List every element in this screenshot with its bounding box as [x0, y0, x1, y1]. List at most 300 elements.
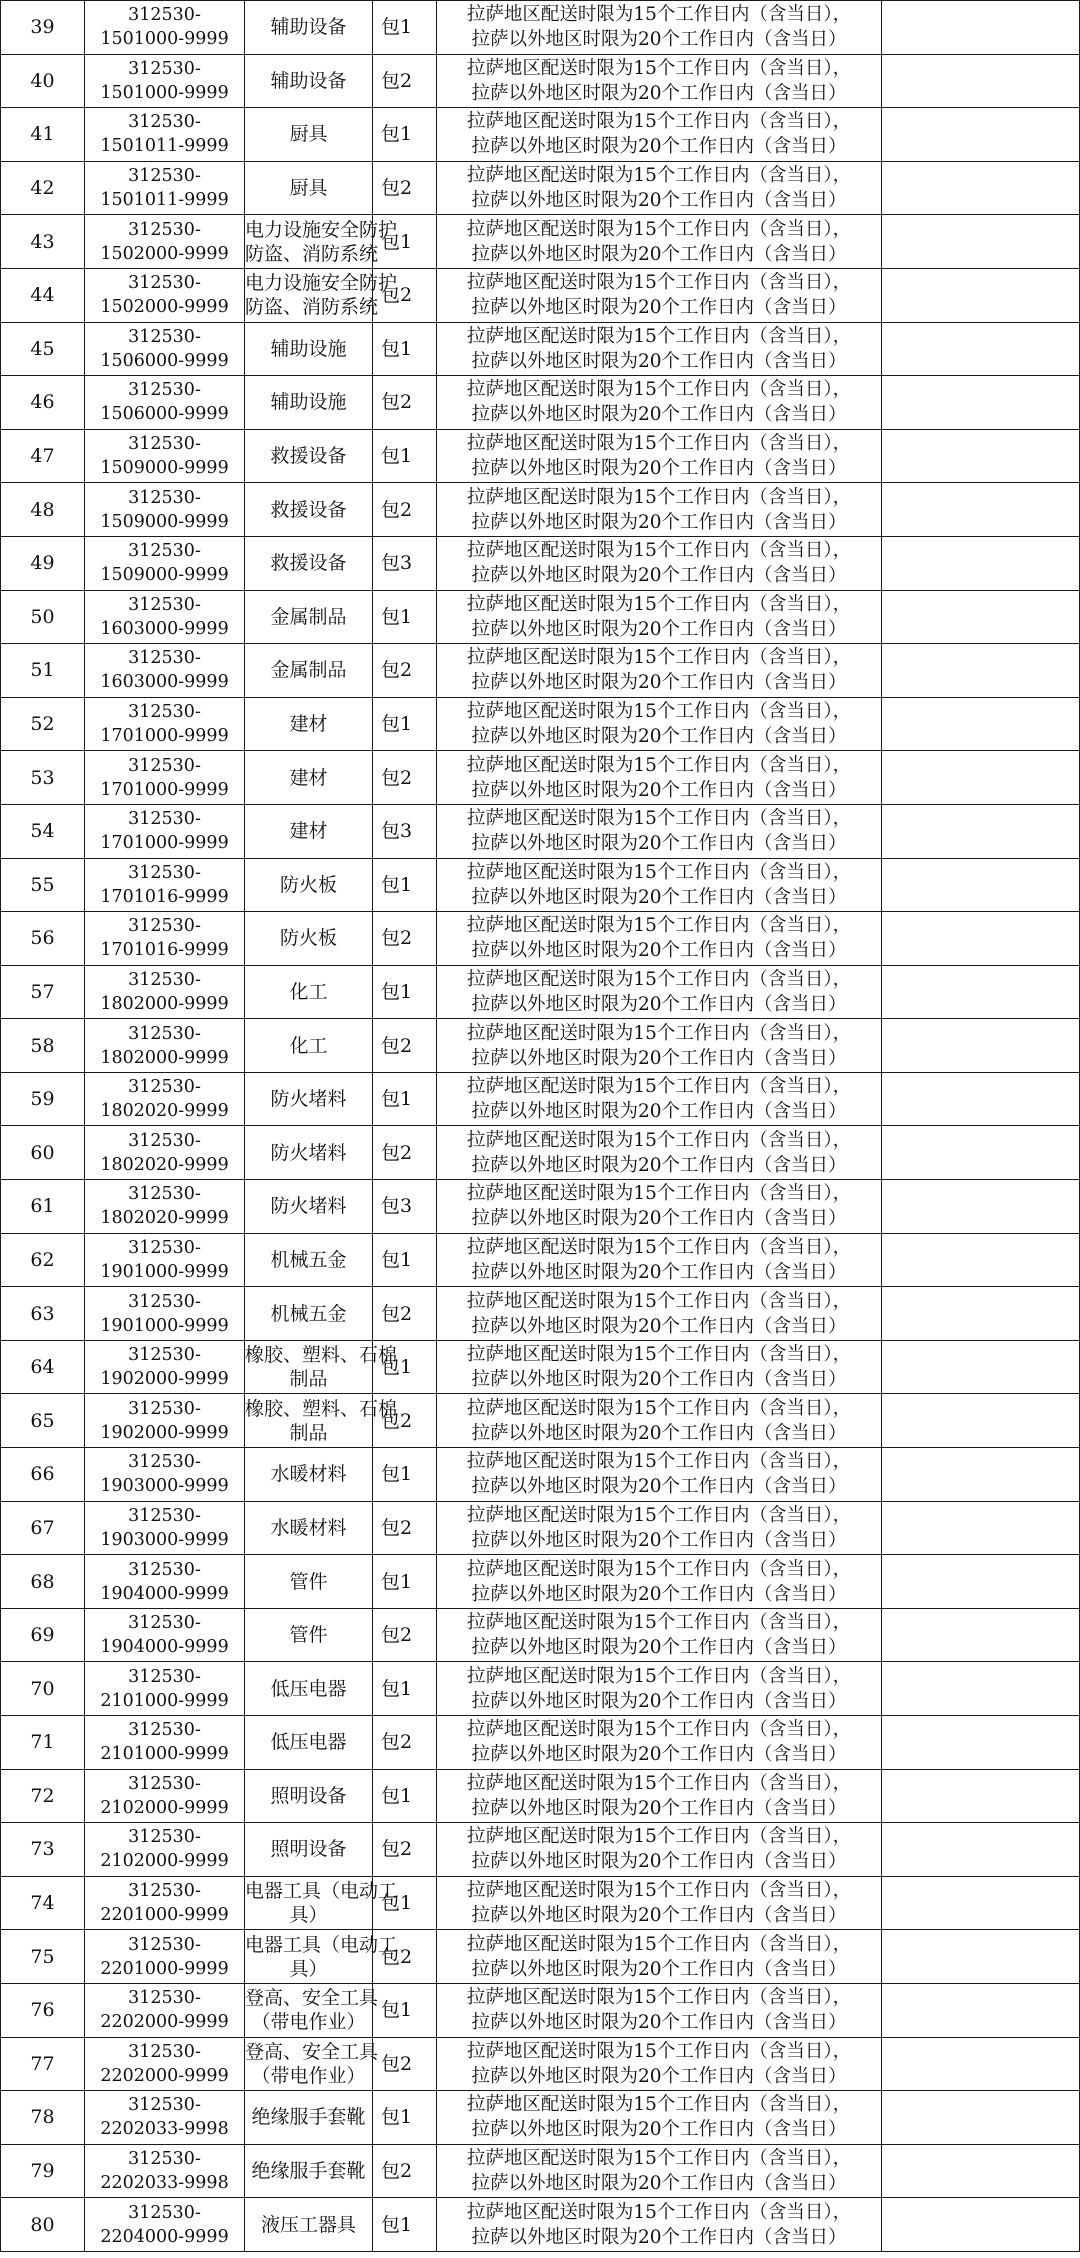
delivery-time-line: 拉萨地区配送时限为15个工作日内（含当日），	[466, 1880, 852, 1902]
material-code-line: 312530-	[128, 2202, 201, 2223]
row-number-cell	[1, 751, 85, 805]
package-label: 包2	[381, 1838, 413, 1861]
table-row	[1, 644, 1080, 698]
category-name-line: 水暖材料	[270, 1463, 347, 1486]
category-name-line: 辅助设备	[270, 16, 347, 39]
delivery-time-line: 拉萨以外地区时限为20个工作日内（含当日）	[471, 511, 847, 533]
package-cell	[373, 1287, 437, 1341]
delivery-time-cell	[437, 1072, 882, 1126]
row-number-cell	[1, 1019, 85, 1073]
row-number-cell	[1, 590, 85, 644]
table-row	[1, 1019, 1080, 1073]
row-number: 42	[30, 177, 55, 200]
delivery-time-line: 拉萨地区配送时限为15个工作日内（含当日），	[466, 1290, 852, 1312]
category-name-line: 登高、安全工具	[245, 1987, 379, 2010]
row-number: 55	[30, 873, 55, 896]
material-code-cell	[85, 644, 245, 698]
delivery-time-line: 拉萨以外地区时限为20个工作日内（含当日）	[471, 833, 847, 855]
row-number-cell	[1, 54, 85, 108]
delivery-time-line: 拉萨以外地区时限为20个工作日内（含当日）	[471, 2226, 847, 2248]
category-name-line: 救援设备	[270, 498, 347, 521]
remark-cell	[882, 751, 1080, 805]
delivery-time-line: 拉萨以外地区时限为20个工作日内（含当日）	[471, 1529, 847, 1551]
category-name-cell	[245, 1072, 373, 1126]
delivery-time-line: 拉萨地区配送时限为15个工作日内（含当日），	[466, 1236, 852, 1258]
package-cell	[373, 1, 437, 55]
material-code-line: 312530-	[128, 487, 201, 508]
package-label: 包1	[381, 1892, 413, 1915]
category-name-line: 电器工具（电动工	[245, 1880, 398, 1903]
package-cell	[373, 1448, 437, 1502]
material-code-line: 2202000-9999	[100, 2065, 229, 2086]
remark-cell	[882, 1662, 1080, 1716]
material-code-line: 2204000-9999	[100, 2226, 229, 2247]
material-code-line: 312530-	[128, 1237, 201, 1258]
remark-cell	[882, 1448, 1080, 1502]
category-name-line: 管件	[289, 1570, 328, 1593]
table-row	[1, 590, 1080, 644]
delivery-time-line: 拉萨以外地区时限为20个工作日内（含当日）	[471, 1637, 847, 1659]
material-code-line: 1603000-9999	[100, 618, 229, 639]
delivery-time-line: 拉萨以外地区时限为20个工作日内（含当日）	[471, 1208, 847, 1230]
delivery-time-line: 拉萨地区配送时限为15个工作日内（含当日），	[466, 1183, 852, 1205]
delivery-time-cell	[437, 483, 882, 537]
remark-cell	[882, 1287, 1080, 1341]
remark-cell	[882, 268, 1080, 322]
delivery-time-line: 拉萨地区配送时限为15个工作日内（含当日），	[466, 2201, 852, 2223]
remark-cell	[882, 2037, 1080, 2091]
delivery-time-cell	[437, 1126, 882, 1180]
delivery-time-cell	[437, 1662, 882, 1716]
material-code-line: 312530-	[128, 541, 201, 562]
row-number-cell	[1, 1233, 85, 1287]
row-number-cell	[1, 536, 85, 590]
delivery-time-line: 拉萨以外地区时限为20个工作日内（含当日）	[471, 29, 847, 51]
delivery-time-cell	[437, 376, 882, 430]
remark-cell	[882, 1983, 1080, 2037]
category-name-cell	[245, 54, 373, 108]
package-label: 包2	[381, 284, 413, 307]
category-name-cell	[245, 1555, 373, 1609]
material-code-line: 2101000-9999	[100, 1690, 229, 1711]
material-code-line: 312530-	[128, 1613, 201, 1634]
row-number-cell	[1, 1983, 85, 2037]
category-name-cell	[245, 751, 373, 805]
delivery-time-line: 拉萨地区配送时限为15个工作日内（含当日），	[466, 1612, 852, 1634]
delivery-time-line: 拉萨以外地区时限为20个工作日内（含当日）	[471, 1690, 847, 1712]
package-label: 包2	[381, 659, 413, 682]
material-code-line: 312530-	[128, 1184, 201, 1205]
delivery-time-line: 拉萨以外地区时限为20个工作日内（含当日）	[471, 297, 847, 319]
material-code-line: 1902000-9999	[100, 1369, 229, 1390]
material-code-cell	[85, 1662, 245, 1716]
row-number-cell	[1, 965, 85, 1019]
material-code-line: 312530-	[128, 1881, 201, 1902]
package-label: 包2	[381, 2052, 413, 2075]
material-code-line: 312530-	[128, 1934, 201, 1955]
row-number-cell	[1, 1608, 85, 1662]
delivery-time-line: 拉萨地区配送时限为15个工作日内（含当日），	[466, 1826, 852, 1848]
material-code-cell	[85, 590, 245, 644]
remark-cell	[882, 2091, 1080, 2145]
material-code-line: 1701000-9999	[100, 779, 229, 800]
delivery-time-line: 拉萨以外地区时限为20个工作日内（含当日）	[471, 993, 847, 1015]
delivery-time-line: 拉萨以外地区时限为20个工作日内（含当日）	[471, 2065, 847, 2087]
package-label: 包1	[381, 1784, 413, 1807]
material-code-cell	[85, 1876, 245, 1930]
row-number: 60	[30, 1141, 55, 1164]
material-code-line: 312530-	[128, 2095, 201, 2116]
category-name-line: 水暖材料	[270, 1516, 347, 1539]
material-code-line: 1509000-9999	[100, 565, 229, 586]
material-code-line: 1904000-9999	[100, 1637, 229, 1658]
material-code-cell	[85, 2144, 245, 2198]
delivery-time-line: 拉萨地区配送时限为15个工作日内（含当日），	[466, 2148, 852, 2170]
delivery-time-line: 拉萨以外地区时限为20个工作日内（含当日）	[471, 350, 847, 372]
row-number-cell	[1, 268, 85, 322]
material-code-cell	[85, 536, 245, 590]
row-number: 48	[30, 498, 55, 521]
material-code-cell	[85, 1072, 245, 1126]
material-code-line: 1902000-9999	[100, 1422, 229, 1443]
table-row	[1, 1608, 1080, 1662]
material-code-line: 1506000-9999	[100, 404, 229, 425]
material-code-line: 1701000-9999	[100, 833, 229, 854]
category-name-line: 机械五金	[270, 1248, 347, 1271]
category-name-line: 化工	[289, 980, 328, 1003]
remark-cell	[882, 1876, 1080, 1930]
remark-cell	[882, 536, 1080, 590]
delivery-time-line: 拉萨以外地区时限为20个工作日内（含当日）	[471, 565, 847, 587]
delivery-time-line: 拉萨地区配送时限为15个工作日内（含当日），	[466, 754, 852, 776]
material-code-line: 312530-	[128, 969, 201, 990]
package-cell	[373, 1072, 437, 1126]
category-name-cell	[245, 697, 373, 751]
delivery-time-line: 拉萨地区配送时限为15个工作日内（含当日），	[466, 1665, 852, 1687]
package-cell	[373, 322, 437, 376]
table-row	[1, 1340, 1080, 1394]
row-number-cell	[1, 1072, 85, 1126]
delivery-time-cell	[437, 54, 882, 108]
material-code-line: 1502000-9999	[100, 243, 229, 264]
delivery-time-line: 拉萨以外地区时限为20个工作日内（含当日）	[471, 940, 847, 962]
delivery-time-line: 拉萨以外地区时限为20个工作日内（含当日）	[471, 1797, 847, 1819]
package-cell	[373, 1126, 437, 1180]
row-number-cell	[1, 2198, 85, 2252]
package-cell	[373, 1823, 437, 1877]
delivery-time-cell	[437, 1448, 882, 1502]
material-code-line: 2101000-9999	[100, 1744, 229, 1765]
remark-cell	[882, 1769, 1080, 1823]
remark-cell	[882, 1823, 1080, 1877]
delivery-time-line: 拉萨地区配送时限为15个工作日内（含当日），	[466, 1987, 852, 2009]
material-code-line: 312530-	[128, 1291, 201, 1312]
material-code-line: 312530-	[128, 1023, 201, 1044]
delivery-time-cell	[437, 1340, 882, 1394]
delivery-time-cell	[437, 644, 882, 698]
material-code-line: 312530-	[128, 166, 201, 187]
row-number: 63	[30, 1302, 55, 1325]
material-code-line: 312530-	[128, 1130, 201, 1151]
delivery-time-cell	[437, 268, 882, 322]
package-label: 包1	[381, 337, 413, 360]
category-name-cell	[245, 1126, 373, 1180]
package-label: 包1	[381, 1248, 413, 1271]
category-name-cell	[245, 161, 373, 215]
row-number: 47	[30, 445, 55, 468]
package-label: 包1	[381, 1088, 413, 1111]
delivery-time-line: 拉萨地区配送时限为15个工作日内（含当日），	[466, 1719, 852, 1741]
category-name-cell	[245, 590, 373, 644]
category-name-cell	[245, 2198, 373, 2252]
category-name-line: 电力设施安全防护	[245, 272, 398, 295]
package-label: 包1	[381, 2213, 413, 2236]
table-row	[1, 2037, 1080, 2091]
material-code-line: 1802020-9999	[100, 1101, 229, 1122]
delivery-time-line: 拉萨以外地区时限为20个工作日内（含当日）	[471, 1583, 847, 1605]
table-row	[1, 1072, 1080, 1126]
delivery-time-line: 拉萨地区配送时限为15个工作日内（含当日），	[466, 1933, 852, 1955]
material-code-line: 2201000-9999	[100, 1905, 229, 1926]
category-name-cell	[245, 858, 373, 912]
material-code-line: 312530-	[128, 2149, 201, 2170]
category-name-line: 防火堵料	[270, 1088, 347, 1111]
package-label: 包1	[381, 16, 413, 39]
material-code-cell	[85, 108, 245, 162]
delivery-time-line: 拉萨地区配送时限为15个工作日内（含当日），	[466, 808, 852, 830]
delivery-time-line: 拉萨以外地区时限为20个工作日内（含当日）	[471, 1261, 847, 1283]
delivery-time-cell	[437, 1287, 882, 1341]
delivery-time-cell	[437, 912, 882, 966]
category-name-line: （带电作业）	[251, 2064, 366, 2087]
row-number: 54	[30, 820, 55, 843]
package-label: 包1	[381, 1356, 413, 1379]
package-cell	[373, 590, 437, 644]
row-number: 75	[30, 1945, 55, 1968]
material-code-line: 312530-	[128, 702, 201, 723]
material-code-cell	[85, 1233, 245, 1287]
delivery-time-line: 拉萨以外地区时限为20个工作日内（含当日）	[471, 1744, 847, 1766]
material-code-cell	[85, 2198, 245, 2252]
material-code-line: 2202033-9998	[100, 2119, 229, 2140]
material-code-line: 2202033-9998	[100, 2173, 229, 2194]
category-name-line: 防火板	[280, 873, 338, 896]
remark-cell	[882, 161, 1080, 215]
material-code-line: 312530-	[128, 1398, 201, 1419]
remark-cell	[882, 2198, 1080, 2252]
category-name-cell	[245, 1448, 373, 1502]
material-code-line: 1701016-9999	[100, 886, 229, 907]
table-row	[1, 2091, 1080, 2145]
remark-cell	[882, 376, 1080, 430]
category-name-line: 救援设备	[270, 552, 347, 575]
material-code-line: 312530-	[128, 809, 201, 830]
remark-cell	[882, 1, 1080, 55]
row-number-cell	[1, 697, 85, 751]
package-label: 包3	[381, 1195, 413, 1218]
category-name-line: 辅助设施	[270, 337, 347, 360]
row-number: 74	[30, 1892, 55, 1915]
category-name-cell	[245, 2091, 373, 2145]
delivery-time-line: 拉萨地区配送时限为15个工作日内（含当日），	[466, 486, 852, 508]
material-code-line: 312530-	[128, 648, 201, 669]
delivery-time-cell	[437, 1769, 882, 1823]
row-number-cell	[1, 1930, 85, 1984]
row-number-cell	[1, 644, 85, 698]
row-number: 73	[30, 1838, 55, 1861]
delivery-time-line: 拉萨以外地区时限为20个工作日内（含当日）	[471, 404, 847, 426]
package-cell	[373, 2091, 437, 2145]
category-name-cell	[245, 1, 373, 55]
package-cell	[373, 1555, 437, 1609]
row-number: 61	[30, 1195, 55, 1218]
material-code-cell	[85, 1769, 245, 1823]
material-code-line: 312530-	[128, 755, 201, 776]
row-number: 65	[30, 1409, 55, 1432]
row-number-cell	[1, 1340, 85, 1394]
package-label: 包2	[381, 391, 413, 414]
remark-cell	[882, 483, 1080, 537]
delivery-time-line: 拉萨以外地区时限为20个工作日内（含当日）	[471, 2173, 847, 2195]
category-name-cell	[245, 483, 373, 537]
material-code-line: 1502000-9999	[100, 297, 229, 318]
delivery-time-cell	[437, 1394, 882, 1448]
material-code-line: 312530-	[128, 5, 201, 26]
material-code-cell	[85, 1180, 245, 1234]
package-label: 包2	[381, 766, 413, 789]
category-name-line: 管件	[289, 1624, 328, 1647]
remark-cell	[882, 644, 1080, 698]
package-cell	[373, 536, 437, 590]
row-number: 68	[30, 1570, 55, 1593]
package-cell	[373, 376, 437, 430]
row-number-cell	[1, 1876, 85, 1930]
category-name-line: 厨具	[289, 177, 328, 200]
row-number: 45	[30, 337, 55, 360]
delivery-time-line: 拉萨地区配送时限为15个工作日内（含当日），	[466, 57, 852, 79]
package-cell	[373, 804, 437, 858]
material-code-cell	[85, 1930, 245, 1984]
package-label: 包2	[381, 1409, 413, 1432]
category-name-line: 低压电器	[270, 1677, 347, 1700]
category-name-line: 救援设备	[270, 445, 347, 468]
material-code-line: 1802020-9999	[100, 1208, 229, 1229]
delivery-time-line: 拉萨以外地区时限为20个工作日内（含当日）	[471, 1101, 847, 1123]
delivery-time-line: 拉萨地区配送时限为15个工作日内（含当日），	[466, 433, 852, 455]
row-number-cell	[1, 161, 85, 215]
table-row	[1, 215, 1080, 269]
category-name-line: 电力设施安全防护	[245, 218, 398, 241]
package-cell	[373, 2037, 437, 2091]
material-code-line: 312530-	[128, 594, 201, 615]
table-row	[1, 1394, 1080, 1448]
package-cell	[373, 2198, 437, 2252]
category-name-line: 液压工器具	[261, 2213, 357, 2236]
material-code-line: 1901000-9999	[100, 1261, 229, 1282]
package-cell	[373, 1501, 437, 1555]
table-row	[1, 1983, 1080, 2037]
row-number: 69	[30, 1624, 55, 1647]
category-name-cell	[245, 1019, 373, 1073]
row-number-cell	[1, 912, 85, 966]
row-number: 77	[30, 2052, 55, 2075]
row-number: 78	[30, 2106, 55, 2129]
package-cell	[373, 965, 437, 1019]
row-number-cell	[1, 108, 85, 162]
delivery-time-cell	[437, 536, 882, 590]
row-number-cell	[1, 1, 85, 55]
table-row	[1, 1180, 1080, 1234]
delivery-time-cell	[437, 1983, 882, 2037]
package-label: 包2	[381, 1302, 413, 1325]
table-row	[1, 54, 1080, 108]
delivery-time-cell	[437, 1716, 882, 1770]
remark-cell	[882, 1930, 1080, 1984]
row-number-cell	[1, 2037, 85, 2091]
delivery-time-line: 拉萨以外地区时限为20个工作日内（含当日）	[471, 618, 847, 640]
material-code-line: 312530-	[128, 58, 201, 79]
table-row	[1, 268, 1080, 322]
category-name-line: 建材	[289, 713, 328, 736]
delivery-time-line: 拉萨地区配送时限为15个工作日内（含当日），	[466, 165, 852, 187]
table-row	[1, 429, 1080, 483]
category-name-cell	[245, 644, 373, 698]
remark-cell	[882, 804, 1080, 858]
row-number-cell	[1, 1394, 85, 1448]
delivery-time-cell	[437, 1823, 882, 1877]
material-code-cell	[85, 1126, 245, 1180]
delivery-time-line: 拉萨地区配送时限为15个工作日内（含当日），	[466, 1129, 852, 1151]
remark-cell	[882, 322, 1080, 376]
material-code-cell	[85, 1340, 245, 1394]
row-number: 53	[30, 766, 55, 789]
material-code-line: 1701000-9999	[100, 726, 229, 747]
row-number-cell	[1, 1448, 85, 1502]
material-code-line: 1506000-9999	[100, 350, 229, 371]
table-row	[1, 1823, 1080, 1877]
row-number-cell	[1, 483, 85, 537]
table-row	[1, 376, 1080, 430]
row-number: 59	[30, 1088, 55, 1111]
package-label: 包3	[381, 820, 413, 843]
category-name-line: 登高、安全工具	[245, 2040, 379, 2063]
package-cell	[373, 1662, 437, 1716]
material-code-cell	[85, 376, 245, 430]
remark-cell	[882, 429, 1080, 483]
row-number-cell	[1, 1716, 85, 1770]
package-cell	[373, 1233, 437, 1287]
category-name-line: 制品	[289, 1421, 328, 1444]
row-number: 40	[30, 69, 55, 92]
table-row	[1, 1930, 1080, 1984]
material-code-line: 312530-	[128, 219, 201, 240]
remark-cell	[882, 1126, 1080, 1180]
row-number: 46	[30, 391, 55, 414]
category-name-cell	[245, 1180, 373, 1234]
delivery-time-line: 拉萨以外地区时限为20个工作日内（含当日）	[471, 1369, 847, 1391]
delivery-time-line: 拉萨以外地区时限为20个工作日内（含当日）	[471, 1476, 847, 1498]
package-label: 包1	[381, 1570, 413, 1593]
delivery-time-cell	[437, 1019, 882, 1073]
table-row	[1, 1233, 1080, 1287]
package-cell	[373, 912, 437, 966]
delivery-time-cell	[437, 108, 882, 162]
delivery-time-cell	[437, 161, 882, 215]
material-code-line: 1501011-9999	[100, 190, 229, 211]
table-row	[1, 1555, 1080, 1609]
category-name-cell	[245, 1233, 373, 1287]
table-row	[1, 1876, 1080, 1930]
